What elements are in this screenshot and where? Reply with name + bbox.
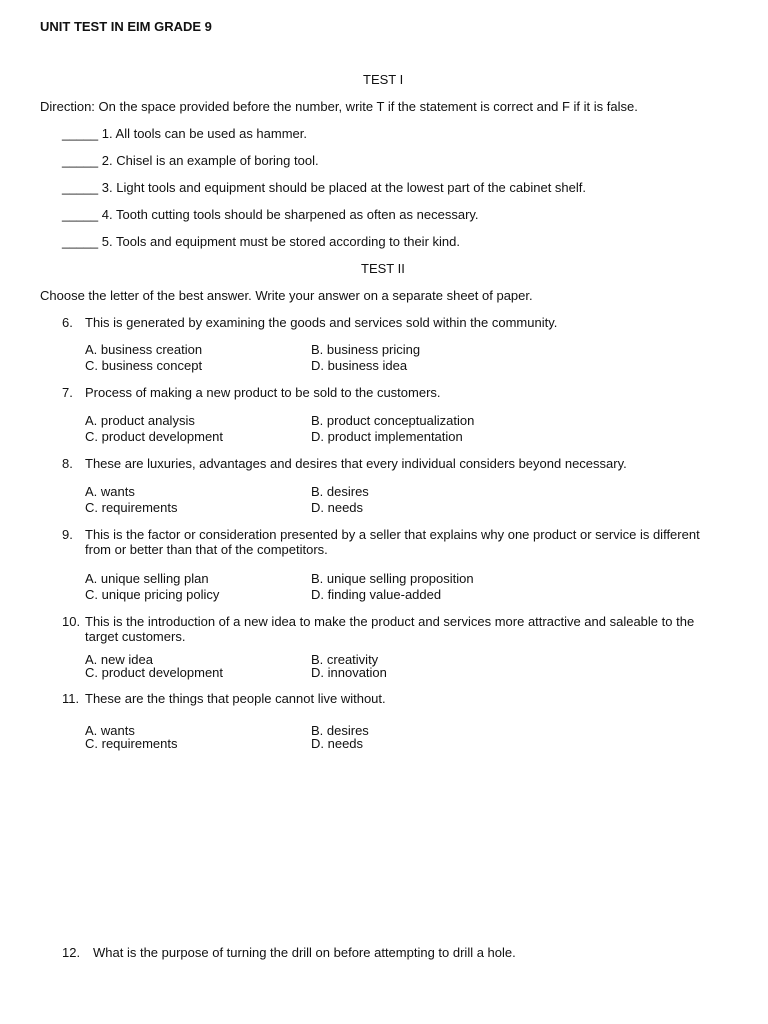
option-a: A. new idea [85,652,153,667]
option-c: C. requirements [85,500,178,515]
option-d: D. needs [311,500,364,515]
option-b: B. product conceptualization [311,413,475,428]
option-d: D. product implementation [311,429,463,444]
option-c: C. product development [85,665,224,680]
answer-blank: _____ [62,126,99,141]
answer-blank: _____ [62,234,99,249]
question-number: 7. [62,385,73,400]
question-number: 8. [62,456,73,471]
option-d: D. needs [311,736,364,751]
tf-item-text: 2. Chisel is an example of boring tool. [101,153,319,168]
tf-item-text: 4. Tooth cutting tools should be sharpened as often as necessary. [101,207,479,222]
question-text: This is generated by examining the goods and services sold within the community. [85,315,558,330]
option-b: B. desires [311,484,369,499]
option-d: D. innovation [311,665,387,680]
option-a: A. wants [85,484,135,499]
option-b: B. unique selling proposition [311,571,474,586]
option-c: C. business concept [85,358,203,373]
option-b: B. creativity [311,652,379,667]
tf-item [62,153,319,168]
tf-item [62,207,479,222]
question-text: This is the factor or consideration presented by a seller that explains why one product or service is different from or better than that of the competitors. [85,527,700,557]
test2-heading: TEST II [361,261,405,276]
tf-item-text: 3. Light tools and equipment should be placed at the lowest part of the cabinet shelf. [101,180,586,195]
answer-blank: _____ [62,153,99,168]
test2-direction: Choose the letter of the best answer. Write your answer on a separate sheet of paper. [40,288,533,303]
option-a: A. unique selling plan [85,571,209,586]
question-number: 12. [62,945,81,960]
test1-direction: Direction: On the space provided before the number, write T if the statement is correct and F if it is false. [40,99,638,114]
question-number: 6. [62,315,73,330]
question-number: 11. [62,691,80,706]
option-a: A. business creation [85,342,203,357]
question-number: 10. [62,614,81,629]
question-text: This is the introduction of a new idea to make the product and services more attractive and saleable to the target customers. [85,614,695,644]
tf-item [62,234,460,249]
question-text: What is the purpose of turning the drill on before attempting to drill a hole. [93,945,516,960]
tf-item [62,180,586,195]
option-a: A. product analysis [85,413,195,428]
question-text: These are the things that people cannot live without. [85,691,386,706]
answer-blank: _____ [62,180,99,195]
tf-item-text: 5. Tools and equipment must be stored according to their kind. [101,234,460,249]
option-b: B. desires [311,723,369,738]
option-c: C. product development [85,429,224,444]
answer-blank: _____ [62,207,99,222]
question-number: 9. [62,527,73,542]
option-d: D. business idea [311,358,408,373]
test1-heading: TEST I [363,72,404,87]
tf-item-text: 1. All tools can be used as hammer. [101,126,308,141]
option-a: A. wants [85,723,135,738]
option-c: C. requirements [85,736,178,751]
document-title: UNIT TEST IN EIM GRADE 9 [40,19,212,34]
option-b: B. business pricing [311,342,421,357]
option-d: D. finding value-added [311,587,442,602]
question-text: These are luxuries, advantages and desires that every individual considers beyond necessary. [85,456,627,471]
question-text: Process of making a new product to be sold to the customers. [85,385,441,400]
tf-item [62,126,307,141]
option-c: C. unique pricing policy [85,587,220,602]
